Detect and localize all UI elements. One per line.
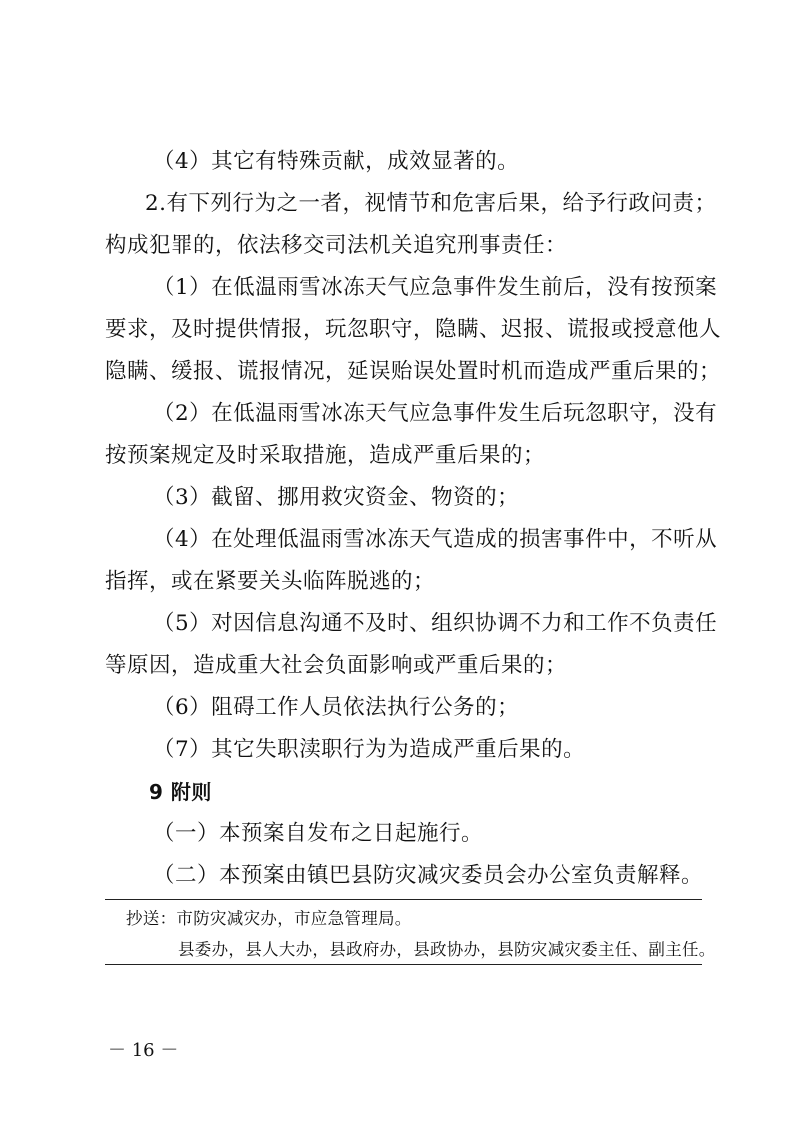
text-line: （6）阻碍工作人员依法执行公务的；	[153, 695, 520, 720]
item-4-paragraph	[105, 519, 718, 603]
text-line: （5）对因信息沟通不及时、组织协调不力和工作不负责任	[153, 611, 718, 636]
text-line: 要求，及时提供情报，玩忽职守，隐瞒、迟报、谎报或授意他人	[105, 317, 722, 342]
clause-2-accountability	[105, 183, 717, 267]
section-heading	[105, 771, 739, 813]
item-2-paragraph	[105, 393, 718, 477]
text-line: 等原因，造成重大社会负面影响或严重后果的；	[105, 653, 568, 678]
text-line: 隐瞒、缓报、谎报情况，延误贻误处置时机而造成严重后果的；	[105, 359, 722, 384]
distribution-top-rule	[105, 899, 702, 900]
item-3-paragraph	[105, 477, 743, 519]
text-line: 按预案规定及时采取措施，造成严重后果的；	[105, 443, 546, 468]
item-4-contribution	[105, 141, 743, 183]
item-6-paragraph	[105, 687, 743, 729]
text-line: （4）其它有特殊贡献，成效显著的。	[153, 149, 520, 174]
annex-item-1	[105, 813, 743, 855]
distribution-line-1	[126, 909, 412, 929]
distribution-recipients-2: 县委办，县人大办，县政府办，县政协办，县防灾减灾委主任、副主任。	[178, 940, 716, 959]
text-line: （一）本预案自发布之日起施行。	[153, 821, 484, 846]
text-line: （二）本预案由镇巴县防灾减灾委员会办公室负责解释。	[153, 863, 704, 888]
distribution-bottom-rule	[105, 964, 702, 965]
text-line: （3）截留、挪用救灾资金、物资的；	[153, 485, 520, 510]
text-line: （2）在低温雨雪冰冻天气应急事件发生后玩忽职守，没有	[153, 401, 718, 426]
annex-item-2	[105, 855, 743, 897]
text-line: 构成犯罪的，依法移交司法机关追究刑事责任：	[105, 233, 568, 258]
item-5-paragraph	[105, 603, 718, 687]
item-7-paragraph	[105, 729, 743, 771]
distribution-recipients-1: 市防灾减灾办，市应急管理局。	[176, 909, 412, 928]
text-line: （4）在处理低温雨雪冰冻天气造成的损害事件中，不听从	[153, 527, 718, 552]
text-line: （1）在低温雨雪冰冻天气应急事件发生前后，没有按预案	[153, 275, 718, 300]
item-1-paragraph	[105, 267, 722, 393]
distribution-label: 抄送：	[126, 909, 177, 928]
page-number: － 16 －	[108, 1040, 179, 1061]
distribution-line-2	[178, 940, 716, 960]
text-line: 2.有下列行为之一者，视情节和危害后果，给予行政问责；	[145, 191, 717, 216]
text-line: （7）其它失职渎职行为为造成严重后果的。	[153, 737, 586, 762]
text-line: 指挥，或在紧要关头临阵脱逃的；	[105, 569, 436, 594]
section-heading-text: 9 附则	[149, 780, 212, 804]
